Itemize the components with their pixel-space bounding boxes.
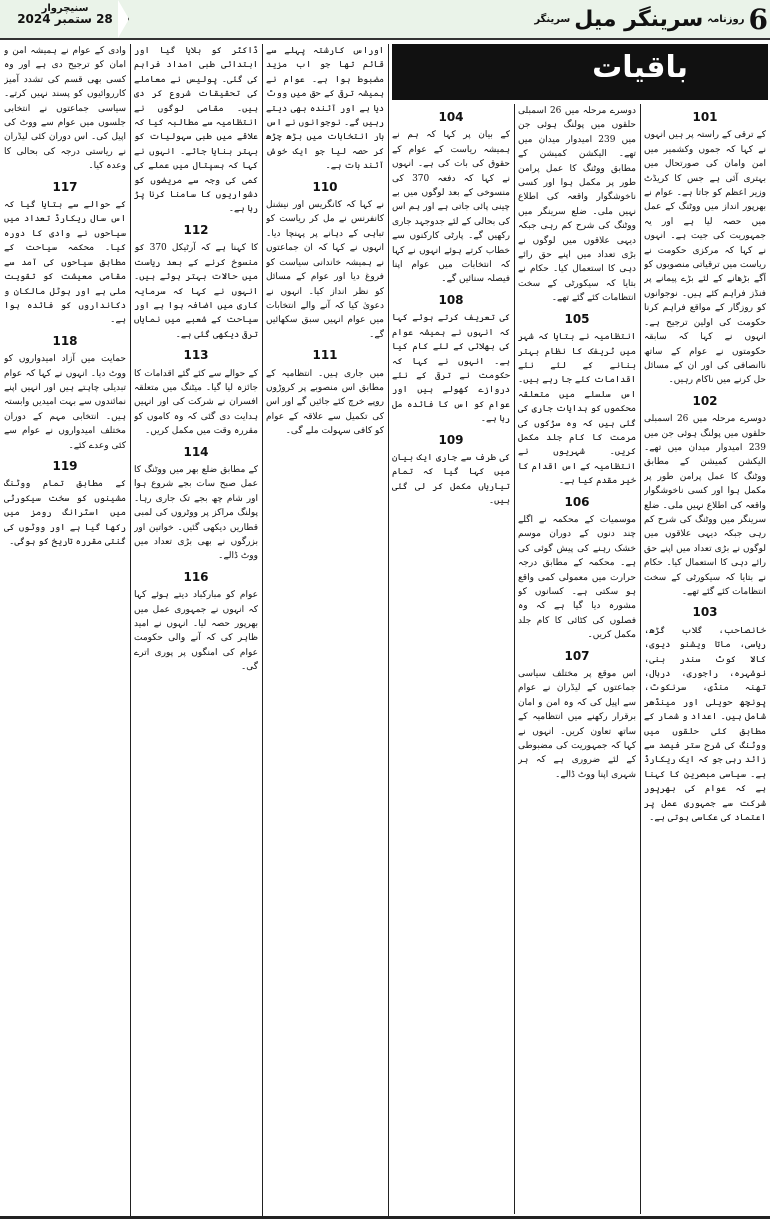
issue-date: 28 ستمبر 2024: [17, 12, 113, 26]
paper-name: سرینگر میل: [574, 6, 704, 32]
col-lead-text: اوراس کارشتہ پہلے سے قائم تھا جو اب مزید مضبوط ہوا ہے۔ عوام نے ہمیشہ ترقی کے حق میں ووٹ دیا ہے اور آئندہ بھی دیتے رہیں گے۔ نوجوانوں نے اس بار انتخابات میں بڑھ چڑھ کر حصہ لیا جو ایک خوش آئند بات ہے۔: [266, 46, 384, 172]
column-divider: [130, 44, 131, 1216]
column-4: [266, 44, 384, 1214]
paper-city: سرینگر: [534, 13, 571, 25]
column-3: [392, 104, 510, 1214]
item-text: موسمیات کے محکمہ نے اگلے چند دنوں کے دوران موسم خشک رہنے کی پیش گوئی کی ہے۔ محکمہ کے مطابق درجہ حرارت میں معمولی کمی واقع ہو سکتی ہے۔ کسانوں کو مشورہ دیا گیا ہے کہ وہ فصلوں کی کٹائی کا کام جلد مکمل کریں۔: [518, 514, 636, 641]
item-text: انتظامیہ نے بتایا کہ شہر میں ٹریفک کا نظام بہتر بنانے کے لئے نئے اقدامات کئے جا رہے ہیں۔ اس سلسلے میں متعلقہ محکموں کو ہدایات جاری کی گئی ہیں کہ وہ سڑکوں کی مرمت کا کام جلد مکمل کریں۔ شہریوں نے انتظامیہ کے اس اقدام کا خیر مقدم کیا ہے۔: [518, 332, 636, 487]
issue-day: سنیچروار: [41, 3, 89, 14]
item-text: حمایت میں آزاد امیدواروں کو ووٹ دیا۔ انہوں نے کہا کہ عوام تبدیلی چاہتے ہیں اور انہیں اپنے نمائندوں سے بہت امیدیں وابستہ ہیں۔ انتخابی مہم کے دوران مختلف امیدواروں نے عوام سے کئی وعدے کئے۔: [4, 354, 126, 451]
item-text: دوسرے مرحلہ میں 26 اسمبلی حلقوں میں پولنگ ہوئی جن میں 239 امیدوار میدان میں تھے۔ الیکشن کمیشن کے مطابق ووٹنگ کا عمل پرامن طور پر مکمل ہوا اور کسی ناخوشگوار واقعہ کی اطلاع نہیں ملی۔ ضلع سرینگر میں ووٹنگ کی شرح کم رہی جبکہ دیہی علاقوں میں لوگوں نے بڑی تعداد میں اپنے حق رائے دہی کا استعمال کیا۔ حکام نے بتایا کہ سیکورٹی کے سخت انتظامات کئے گئے تھے۔: [644, 414, 766, 597]
item-number: 112: [183, 222, 209, 237]
col-lead-text: وادی کے عوام نے ہمیشہ امن و امان کو ترجیح دی ہے اور وہ کسی بھی قسم کی تشدد آمیز کارروائیوں کو پسند نہیں کرتے۔ سیاسی جماعتوں نے انتخابی جلسوں میں عوام سے ووٹ کی اپیل کی۔ اس دوران کئی لیڈران نے ریاستی درجہ کی بحالی کا وعدہ کیا۔: [4, 46, 126, 172]
column-divider: [514, 104, 515, 1214]
item-number: 103: [692, 605, 718, 620]
item-number: 102: [692, 393, 718, 408]
item-number: 111: [312, 348, 338, 363]
item-text: میں جاری ہیں۔ انتظامیہ کے مطابق اس منصوبے پر کروڑوں روپے خرچ کئے جائیں گے اور اس کی تکمیل سے علاقہ کے عوام کو کافی سہولت ملے گی۔: [266, 368, 384, 437]
item-number: 109: [438, 432, 464, 447]
column-divider: [388, 44, 389, 1216]
item-text: کے ترقی کے راستہ پر ہیں انہوں نے کہا کہ جموں وکشمیر میں امن وامان کی صورتحال میں بہتری آئی ہے جس کا کریڈٹ وزیر اعظم کو جاتا ہے۔ عوام نے بھرپور انداز میں ووٹنگ کے عمل میں حصہ لیا ہے اور یہ جمہوریت کی جیت ہے۔ انہوں نے کہا کہ مرکزی حکومت نے ریاست میں ترقیاتی منصوبوں کو آگے بڑھانے کے لئے بڑے پیمانے پر فنڈز فراہم کئے ہیں۔ نوجوانوں کو روزگار کے مواقع فراہم کرنا حکومت کی اولین ترجیح ہے۔ انہوں نے کہا کہ سابقہ حکومتوں نے عوام کے ساتھ ناانصافی کی اور ان کے مسائل حل کرنے میں ناکام رہیں۔: [644, 130, 766, 386]
item-text: اس موقع پر مختلف سیاسی جماعتوں کے لیڈران نے عوام سے اپیل کی کہ وہ امن و امان برقرار رکھنے میں انتظامیہ کے ساتھ تعاون کریں۔ انہوں نے کہا کہ جمہوریت کی مضبوطی کے لئے ضروری ہے کہ ہر شہری اپنا ووٹ ڈالے۔: [518, 669, 636, 780]
item-text: نے کہا کہ کانگریس اور نیشنل کانفرنس نے مل کر ریاست کو تباہی کے دہانے پر پہنچا دیا۔ انہوں نے کہا کہ ان جماعتوں نے ہمیشہ خاندانی سیاست کو فروغ دیا اور عوام کے مسائل کو نظر انداز کیا۔ انہوں نے دعویٰ کیا کہ آنے والے انتخابات میں عوام انہیں سبق سکھائیں گے۔: [266, 200, 384, 340]
item-text: کے حوالے سے بتایا گیا کہ اس سال ریکارڈ تعداد میں سیاحوں نے وادی کا دورہ کیا۔ محکمہ سیاحت کے مطابق سیاحوں کی آمد سے مقامی معیشت کو تقویت ملی ہے اور ہوٹل مالکان و دکانداروں کو فائدہ ہوا ہے۔: [4, 200, 126, 326]
item-number: 113: [183, 348, 209, 363]
item-text: کی تعریف کرتے ہوئے کہا کہ انہوں نے ہمیشہ عوام کی بھلائی کے لئے کام کیا ہے۔ انہوں نے کہا کہ حکومت نے ترقی کے نئے دروازے کھولے ہیں اور عوام کو اس کا فائدہ مل رہا ہے۔: [392, 313, 510, 425]
item-text: دوسرے مرحلہ میں 26 اسمبلی حلقوں میں پولنگ ہوئی جن میں 239 امیدوار میدان میں تھے۔ الیکشن کمیشن کے مطابق ووٹنگ کا عمل پرامن طور پر مکمل ہوا اور کسی ناخوشگوار واقعہ کی اطلاع نہیں ملی۔ ضلع سرینگر میں ووٹنگ کی شرح کم رہی جبکہ دیہی علاقوں میں لوگوں نے بڑی تعداد میں اپنے حق رائے دہی کا استعمال کیا۔ حکام نے بتایا کہ سیکورٹی کے سخت انتظامات کئے گئے تھے۔: [518, 106, 636, 304]
item-text: کے حوالے سے کئے گئے اقدامات کا جائزہ لیا گیا۔ میٹنگ میں متعلقہ افسران نے شرکت کی اور انہیں ہدایت دی گئی کہ وہ کاموں کو مقررہ وقت میں مکمل کریں۔: [134, 368, 258, 437]
item-number: 104: [438, 110, 464, 124]
item-number: 116: [183, 569, 209, 584]
column-divider: [262, 44, 263, 1216]
item-number: 106: [564, 494, 590, 509]
section-title: باقیات: [592, 50, 688, 85]
item-text: کے مطابق تمام ووٹنگ مشینوں کو سخت سیکورٹی میں اسٹرانگ رومز میں رکھا گیا ہے اور ووٹوں کی گنتی مقررہ تاریخ کو ہوگی۔: [4, 479, 126, 547]
item-number: 101: [692, 110, 718, 124]
column-6: [4, 44, 126, 1214]
item-text: خانصاحب، گلاب گڑھ، ریاسی، ماتا ویشنو دیوی، کالا کوٹ سندر بنی، نوشہرہ، راجوری، درہال، تھنہ منڈی، سرنکوٹ، پونچھ حویلی اور مینڈھر شامل ہیں۔ اعداد و شمار کے مطابق کئی حلقوں میں ووٹنگ کی شرح ستر فیصد سے زائد رہی جو کہ ایک ریکارڈ ہے۔ سیاسی مبصرین کا کہنا ہے کہ عوام کی بھرپور شرکت سے جمہوری عمل پر اعتماد کی عکاسی ہوتی ہے۔: [644, 625, 766, 824]
masthead-title-block: [534, 0, 768, 38]
item-number: 117: [52, 179, 78, 194]
column-1: [644, 104, 766, 1214]
item-text: کے بیان پر کہا کہ ہم نے ہمیشہ ریاست کے عوام کے حقوق کی بات کی ہے۔ انہوں نے کہا کہ دفعہ 370 کی منسوخی کے بعد لوگوں میں بے چینی پائی جاتی ہے اور ہم اس کی بحالی کے لئے جدوجہد جاری رکھیں گے۔ پارٹی کارکنوں سے خطاب کرتے ہوئے انہوں نے کہا کہ انتخابات میں عوام اپنا فیصلہ سنائیں گے۔: [392, 130, 510, 285]
item-number: 114: [183, 444, 209, 459]
column-divider: [640, 104, 641, 1214]
item-text: عوام کو مبارکباد دیتے ہوئے کہا کہ انہوں نے جمہوری عمل میں بھرپور حصہ لیا۔ انہوں نے امید ظاہر کی کہ آنے والی حکومت عوام کی امنگوں پر پوری اترے گی۔: [134, 590, 258, 673]
section-banner: [392, 44, 768, 100]
item-number: 105: [564, 311, 590, 326]
column-2: [518, 104, 636, 1214]
item-number: 107: [564, 648, 590, 663]
column-5: [134, 44, 258, 1214]
page-number: 6: [748, 2, 768, 36]
item-number: 108: [438, 292, 464, 307]
item-text: کا کہنا ہے کہ آرٹیکل 370 کو منسوخ کرنے کے بعد ریاست میں حالات بہتر ہوئے ہیں۔ انہوں نے کہا کہ سرمایہ کاری میں اضافہ ہوا ہے اور سیاحت کے شعبے میں نمایاں ترقی دیکھی گئی ہے۔: [134, 243, 258, 340]
item-number: 118: [52, 333, 78, 348]
item-text: کے مطابق ضلع بھر میں ووٹنگ کا عمل صبح سات بجے شروع ہوا اور شام چھ بجے تک جاری رہا۔ پولنگ مراکز پر ووٹروں کی لمبی قطاریں دیکھی گئیں۔ خواتین اور بزرگوں نے بھی بڑی تعداد میں ووٹ ڈالے۔: [134, 464, 258, 562]
paper-prefix: روزنامہ: [707, 13, 745, 25]
issue-date-block: [4, 3, 126, 35]
masthead: [0, 0, 770, 40]
item-text: ڈاکٹر کو بلایا گیا اور ابتدائی طبی امداد فراہم کی گئی۔ پولیس نے معاملے کی تحقیقات شروع کر دی ہیں۔ مقامی لوگوں نے انتظامیہ سے مطالبہ کیا کہ علاقے میں طبی سہولیات کو بہتر بنایا جائے۔ انہوں نے کہا کہ ہسپتال میں عملے کی کمی کی وجہ سے مریضوں کو دشواریوں کا سامنا کرنا پڑ رہا ہے۔: [134, 46, 258, 215]
item-number: 119: [52, 458, 78, 473]
item-number: 110: [312, 179, 338, 194]
item-text: کی طرف سے جاری ایک بیان میں کہا گیا کہ تمام تیاریاں مکمل کر لی گئی ہیں۔: [392, 452, 510, 507]
